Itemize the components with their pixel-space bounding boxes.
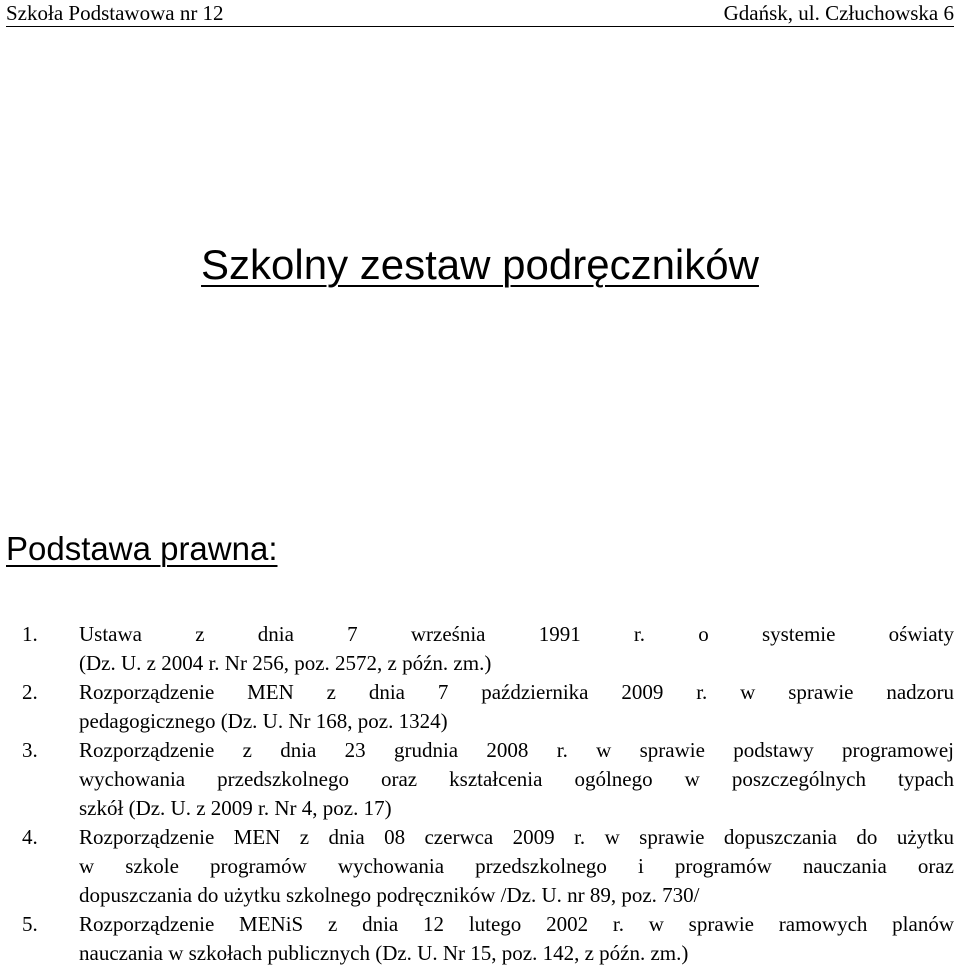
document-title: Szkolny zestaw podręczników <box>201 241 759 288</box>
item-number: 4. <box>22 825 38 849</box>
legal-basis-item <box>0 736 960 823</box>
legal-basis-item <box>0 620 960 678</box>
item-text-line: Rozporządzenie MEN z dnia 08 czerwca 2009 r. w sprawie dopuszczania do użytku <box>79 825 954 849</box>
item-number: 2. <box>22 680 38 704</box>
legal-basis-item <box>0 823 960 910</box>
item-text-line: Ustawa z dnia 7 września 1991 r. o systemie oświaty <box>79 622 954 646</box>
school-name: Szkoła Podstawowa nr 12 <box>6 1 224 25</box>
school-address: Gdańsk, ul. Człuchowska 6 <box>723 1 954 25</box>
legal-basis-item <box>0 678 960 736</box>
item-text-line: dopuszczania do użytku szkolnego podręczników /Dz. U. nr 89, poz. 730/ <box>79 883 700 907</box>
item-number: 5. <box>22 912 38 936</box>
item-number: 3. <box>22 738 38 762</box>
item-text-line: Rozporządzenie MEN z dnia 7 października 2009 r. w sprawie nadzoru <box>79 680 954 704</box>
item-text-line: szkół (Dz. U. z 2009 r. Nr 4, poz. 17) <box>79 796 392 820</box>
item-text-line: Rozporządzenie MENiS z dnia 12 lutego 2002 r. w sprawie ramowych planów <box>79 912 954 936</box>
item-text-line: pedagogicznego (Dz. U. Nr 168, poz. 1324) <box>79 709 448 733</box>
item-text-line: nauczania w szkołach publicznych (Dz. U. Nr 15, poz. 142, z późn. zm.) <box>79 941 689 965</box>
item-text-line: Rozporządzenie z dnia 23 grudnia 2008 r. w sprawie podstawy programowej <box>79 738 954 762</box>
legal-basis-list <box>0 620 960 968</box>
page-header <box>6 0 954 27</box>
item-text-line: w szkole programów wychowania przedszkolnego i programów nauczania oraz <box>79 854 954 878</box>
legal-basis-item <box>0 910 960 968</box>
section-title: Podstawa prawna: <box>6 530 278 567</box>
item-text-line: (Dz. U. z 2004 r. Nr 256, poz. 2572, z późn. zm.) <box>79 651 492 675</box>
item-text-line: wychowania przedszkolnego oraz kształcenia ogólnego w poszczególnych typach <box>79 767 954 791</box>
item-number: 1. <box>22 622 38 646</box>
